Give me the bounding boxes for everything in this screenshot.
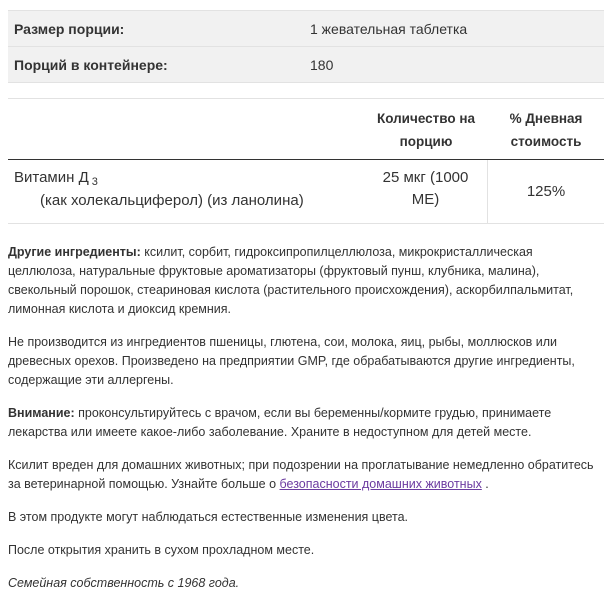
nutrient-name-detail: (как холекальциферол) (из ланолина) (40, 192, 304, 209)
nutrient-amount (364, 160, 488, 223)
nutrient-row (8, 160, 604, 224)
header-name-cell (8, 99, 364, 159)
nutrient-daily-value: 125% (526, 183, 566, 200)
serving-size-value: 1 жевательная таблетка (310, 20, 468, 37)
header-amount-line1: Количество на (376, 111, 476, 126)
warning-text: проконсультируйтесь с врачом, если вы беременны/кормите грудью, принимаете лекарства или имеете какое-либо заболевание. Храните в недоступном для детей месте. (8, 406, 552, 439)
servings-per-container-label: Порций в контейнере: (14, 56, 168, 73)
serving-size-label: Размер порции: (14, 20, 125, 37)
product-notes (8, 243, 603, 607)
nutrient-name-text: Витамин Д (14, 169, 89, 186)
xylitol-paragraph (8, 456, 603, 494)
nutrient-name-subscript: 3 (91, 176, 98, 188)
serving-info-table (8, 10, 604, 83)
xylitol-text: Ксилит вреден для домашних животных; при подозрении на проглатывание немедленно обратитесь за ветеринарной помощью. Узнайте больше о (8, 458, 594, 491)
nutrient-table (8, 98, 604, 224)
header-amount-line2: порцию (399, 134, 453, 149)
nutrient-amount-line2: МЕ) (411, 191, 440, 208)
header-amount-per-serving (364, 99, 488, 159)
servings-per-container-value: 180 (310, 56, 334, 73)
servings-per-container-row (8, 47, 604, 83)
header-dv-line1: % Дневная (509, 111, 583, 126)
other-ingredients-label: Другие ингредиенты: (8, 245, 141, 259)
pet-safety-link[interactable]: безопасности домашних животных (279, 477, 482, 491)
color-note-paragraph: В этом продукте могут наблюдаться естественные изменения цвета. (8, 510, 409, 524)
nutrient-name (8, 160, 364, 223)
xylitol-suffix: . (481, 477, 489, 491)
nutrient-amount-line1: 25 мкг (1000 (382, 169, 469, 186)
other-ingredients-text: ксилит, сорбит, гидроксипропилцеллюлоза, микрокристаллическая целлюлоза, натуральные фруктовые ароматизаторы (фруктовый пунш, клубника, малина), свекольный порошок, стеариновая кислота (растительного происхождения), аскорбилпальмитат, лимонная кислота и диоксид кремния. (8, 245, 574, 316)
family-note-paragraph (8, 574, 603, 593)
header-daily-value (488, 99, 604, 159)
storage-note-paragraph: После открытия хранить в сухом прохладном месте. (8, 543, 315, 557)
warning-label: Внимание: (8, 406, 75, 420)
nutrient-table-header (8, 98, 604, 160)
other-ingredients-paragraph (8, 243, 603, 319)
family-note-text: Семейная собственность с 1968 года. (8, 576, 240, 590)
warning-paragraph (8, 404, 603, 442)
header-dv-line2: стоимость (510, 134, 582, 149)
allergen-paragraph: Не производится из ингредиентов пшеницы, глютена, сои, молока, яиц, рыбы, моллюсков или древесных орехов. Произведено на предприятии GMP, где обрабатываются другие ингредиенты, содержащие эти аллергены. (8, 335, 575, 387)
serving-size-row (8, 11, 604, 47)
